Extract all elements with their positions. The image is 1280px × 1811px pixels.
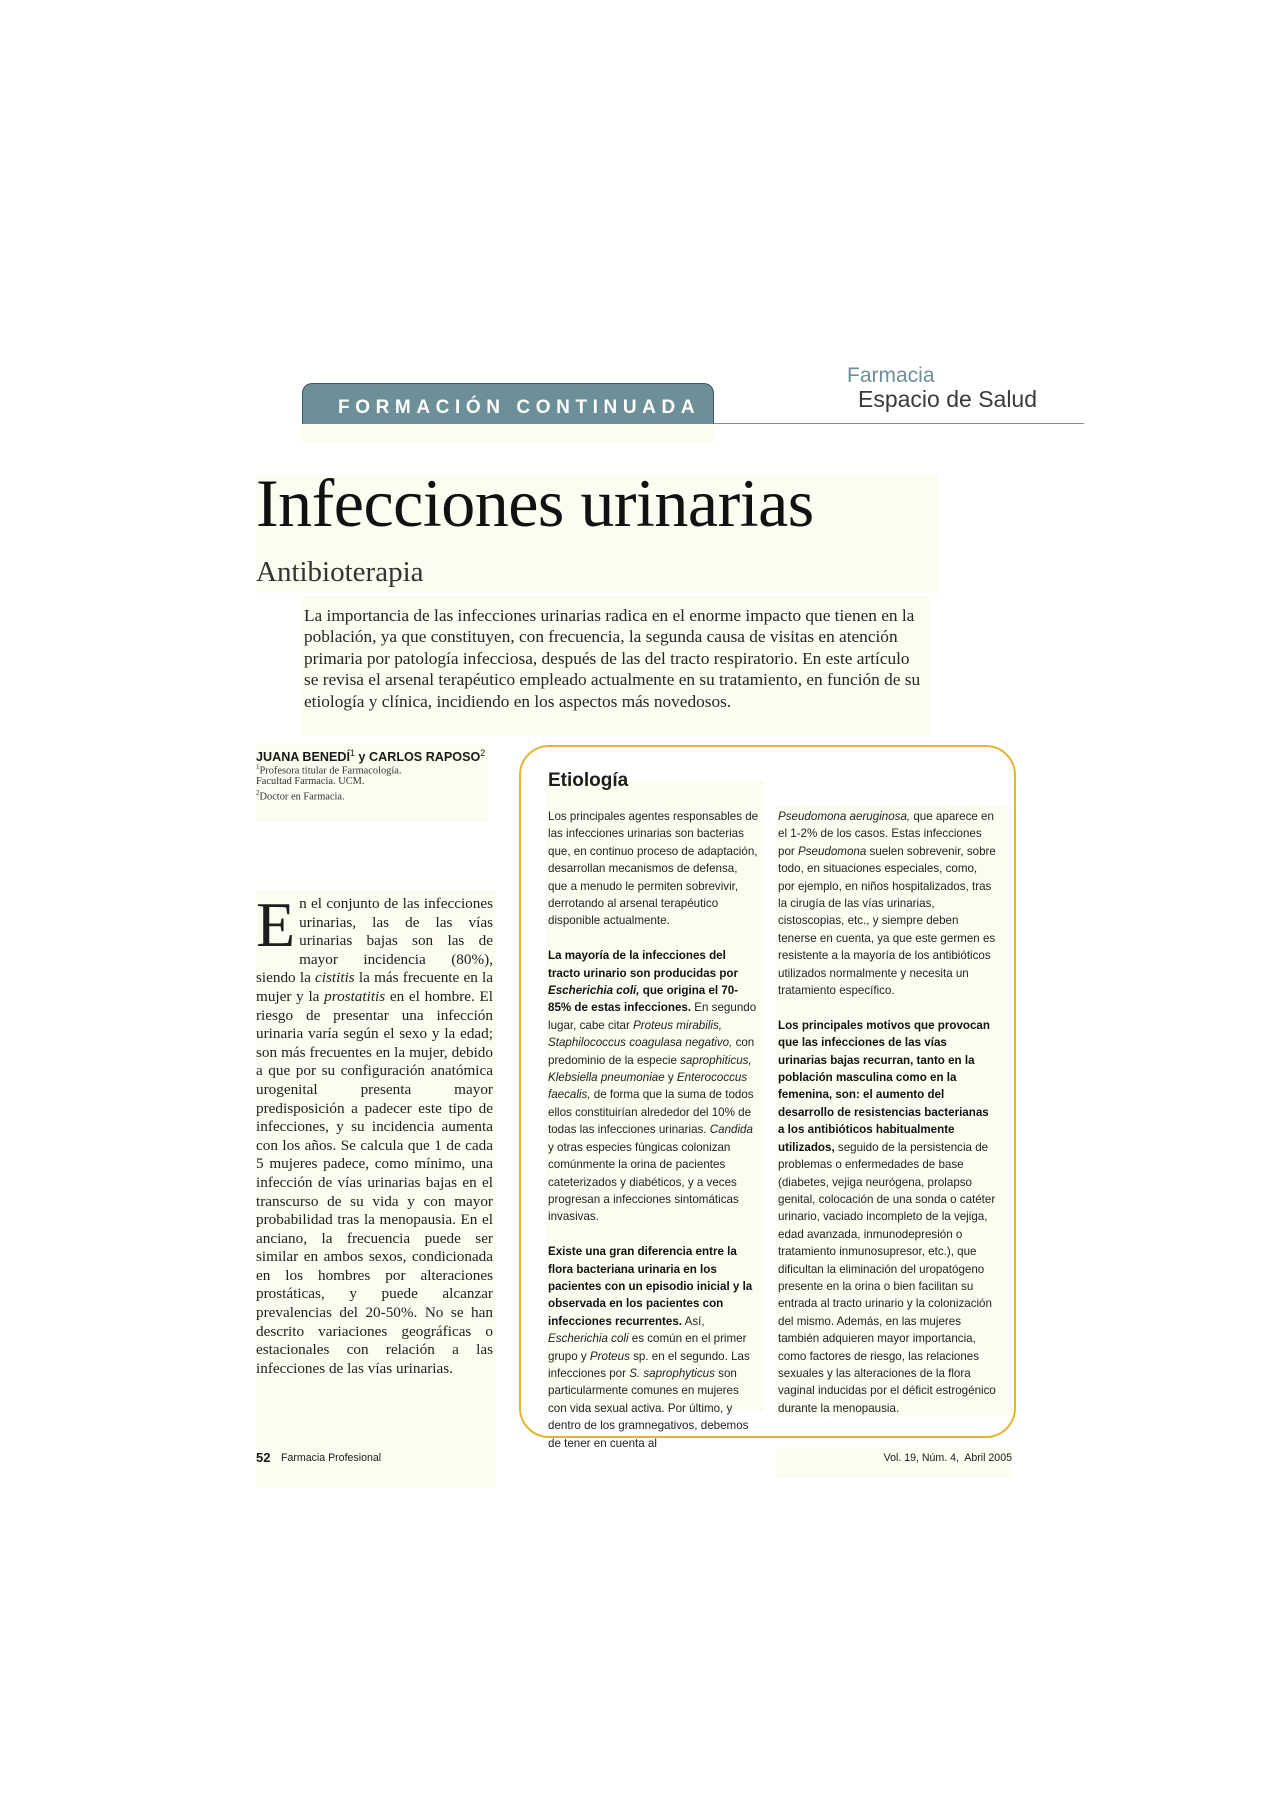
affiliation-marker: 2 xyxy=(256,789,260,797)
body-term: prostatitis xyxy=(324,987,386,1005)
highlight-text: que origina el 70-85% de estas infecciones. xyxy=(548,984,739,1015)
author-connector: y xyxy=(355,750,370,765)
affiliation-text: Doctor en Farmacia. xyxy=(259,791,345,803)
brand-tagline: Espacio de Salud xyxy=(858,386,1038,412)
journal-name: Farmacia Profesional xyxy=(281,1452,382,1464)
box-text: sp. en el segundo. Las infecciones por xyxy=(548,1349,750,1380)
page-number: 52 xyxy=(256,1450,271,1465)
body-text: la más frecuente en la mujer y la xyxy=(256,969,493,1005)
body-term: cistitis xyxy=(315,969,355,987)
box-text: y otras especies fúngicas colonizan comúnmente la orina de pacientes cateterizados y diabéticos, y a veces progresan a infecciones sintomáticas invasivas. xyxy=(548,1140,739,1224)
box-term: S. saprophyticus xyxy=(629,1366,715,1380)
box-column-right xyxy=(778,808,996,1435)
section-tab-shadow xyxy=(302,424,714,442)
box-text: es común en el primer grupo y xyxy=(548,1332,747,1363)
author-byline xyxy=(256,748,485,764)
intro-paragraph xyxy=(256,889,494,1378)
box-term: Candida xyxy=(709,1123,753,1137)
box-term: Pseudomona aeruginosa, xyxy=(778,810,911,823)
box-term: Proteus xyxy=(589,1349,630,1363)
highlight-text: Existe una gran diferencia entre la flora bacteriana urinaria en los pacientes con un episodio inicial y la observada en los pacientes con infecciones recurrentes. xyxy=(548,1245,753,1328)
highlight-text: La mayoría de la infecciones del tracto urinario son producidas por xyxy=(548,949,739,980)
affiliation-line xyxy=(256,763,401,776)
box-paragraph xyxy=(778,808,996,999)
author-name: CARLOS RAPOSO xyxy=(369,750,481,765)
box-text: de forma que la suma de todos ellos constituirían alrededor del 10% de todas las infecciones urinarias. xyxy=(548,1088,754,1137)
box-text: con predominio de la especie xyxy=(548,1036,755,1067)
box-term: Escherichia coli xyxy=(548,1332,629,1346)
brand-name: Farmacia xyxy=(847,364,935,387)
body-text: n el conjunto de las infecciones urinarias, las de las vías urinarias bajas son las de mayor incidencia (80%), siendo la xyxy=(256,895,493,987)
box-term: Enterococcus faecalis, xyxy=(548,1071,748,1102)
box-text: suelen sobrevenir, sobre todo, en situaciones especiales, como, por ejemplo, en niños hospitalizados, tras la cirugía de las vías urinarias, cistoscopias, etc., y siempre deben tenerse en cuenta, ya que este germen es resistente a la mayoría de los antibióticos utilizados normalmente y necesita un tratamiento específico. xyxy=(778,844,996,998)
affiliation-line xyxy=(256,789,345,802)
box-term: saprophiticus, Klebsiella pneumoniae xyxy=(548,1053,752,1085)
affiliation-marker: 1 xyxy=(256,763,260,771)
box-paragraph: Los principales agentes responsables de las infecciones urinarias son bacterias que, en continuo proceso de adaptación, desarrollan mecanismos de defensa, que a menudo le permiten sobrevivir, derrotando al arsenal terapéutico disponible actualmente. xyxy=(548,810,759,928)
box-paragraph xyxy=(778,1017,996,1417)
article-abstract: La importancia de las infecciones urinarias radica en el enorme impacto que tienen en la población, ya que constituyen, con frecuencia, la segunda causa de visitas en atención primaria por patología infecciosa, después de las del tracto respiratorio. En este artículo se revisa el arsenal terapéutico empleado actualmente en su tratamiento, en función de su etiología y clínica, incidiendo en los aspectos más novedosos. xyxy=(304,606,921,711)
article-title: Infecciones urinarias xyxy=(256,465,814,541)
box-paragraph xyxy=(548,947,760,1226)
author-name: JUANA BENEDÍ xyxy=(256,750,350,765)
issue-info: Vol. 19, Núm. 4, Abril 2005 xyxy=(883,1452,1012,1464)
affiliation-text: Profesora titular de Farmacología. xyxy=(259,765,402,777)
author-affiliation-marker: 1 xyxy=(350,748,356,758)
box-text: son particularmente comunes en mujeres con vida sexual activa. Por último, y dentro de los gramnegativos, debemos de tener en cuenta al xyxy=(548,1366,749,1450)
box-column-left xyxy=(548,808,760,1469)
drop-cap: E xyxy=(256,889,296,960)
box-text: y xyxy=(664,1071,677,1085)
box-text: En segundo lugar, cabe citar xyxy=(548,1001,757,1032)
header-rule xyxy=(714,423,1084,424)
section-label: FORMACIÓN CONTINUADA xyxy=(338,397,701,418)
article-subtitle: Antibioterapia xyxy=(256,556,424,588)
affiliation-line xyxy=(256,776,365,787)
author-affiliation-marker: 2 xyxy=(480,748,486,758)
box-text: Así, xyxy=(682,1314,705,1328)
box-term: Pseudomona xyxy=(797,844,867,858)
box-term: Proteus mirabilis, Staphilococcus coagulasa negativo, xyxy=(548,1018,733,1050)
box-heading: Etiología xyxy=(548,770,629,791)
box-paragraph xyxy=(548,1243,760,1452)
box-text: que aparece en el 1-2% de los casos. Estas infecciones por xyxy=(778,810,994,858)
highlight-text: Los principales motivos que provocan que las infecciones de las vías urinarias bajas recurran, tanto en la población masculina como en la femenina, son: el aumento del desarrollo de resistencias bacterianas a los antibióticos habitualmente utilizados, xyxy=(778,1018,990,1154)
highlight-term: Escherichia coli, xyxy=(548,984,640,998)
body-text: en el hombre. El riesgo de presentar una infección urinaria varía según el sexo y la edad; son más frecuentes en la mujer, debido a que por su configuración anatómica urogenital presenta mayor predisposición a padecer este tipo de infecciones, y su incidencia aumenta con los años. Se calcula que 1 de cada 5 mujeres padece, como mínimo, una infección de vías urinarias bajas en el transcurso de su vida y con mayor probabilidad tras la menopausia. En el anciano, la frecuencia puede ser similar en ambos sexos, condicionada en los hombres por alteraciones prostáticas, y puede alcanzar prevalencias del 20-50%. No se han descrito variaciones geográficas o estacionales con relación a las infecciones de las vías urinarias. xyxy=(256,987,494,1377)
affiliation-text: Facultad Farmacia. UCM. xyxy=(256,776,365,787)
box-text: seguido de la persistencia de problemas o enfermedades de base (diabetes, vejiga neurógena, prolapso genital, colocación de una sonda o catéter urinario, vaciado incompleto de la vejiga, edad avanzada, inmunodepresión o tratamiento inmunosupresor, etc.), que dificultan la eliminación del uropatógeno presente en la orina o bien facilitan su entrada al tracto urinario y la colonización del mismo. Además, en las mujeres también adquieren mayor importancia, como factores de riesgo, las relaciones sexuales y las alteraciones de la flora vaginal inducidas por el déficit estrogénico durante la menopausia. xyxy=(778,1140,996,1415)
